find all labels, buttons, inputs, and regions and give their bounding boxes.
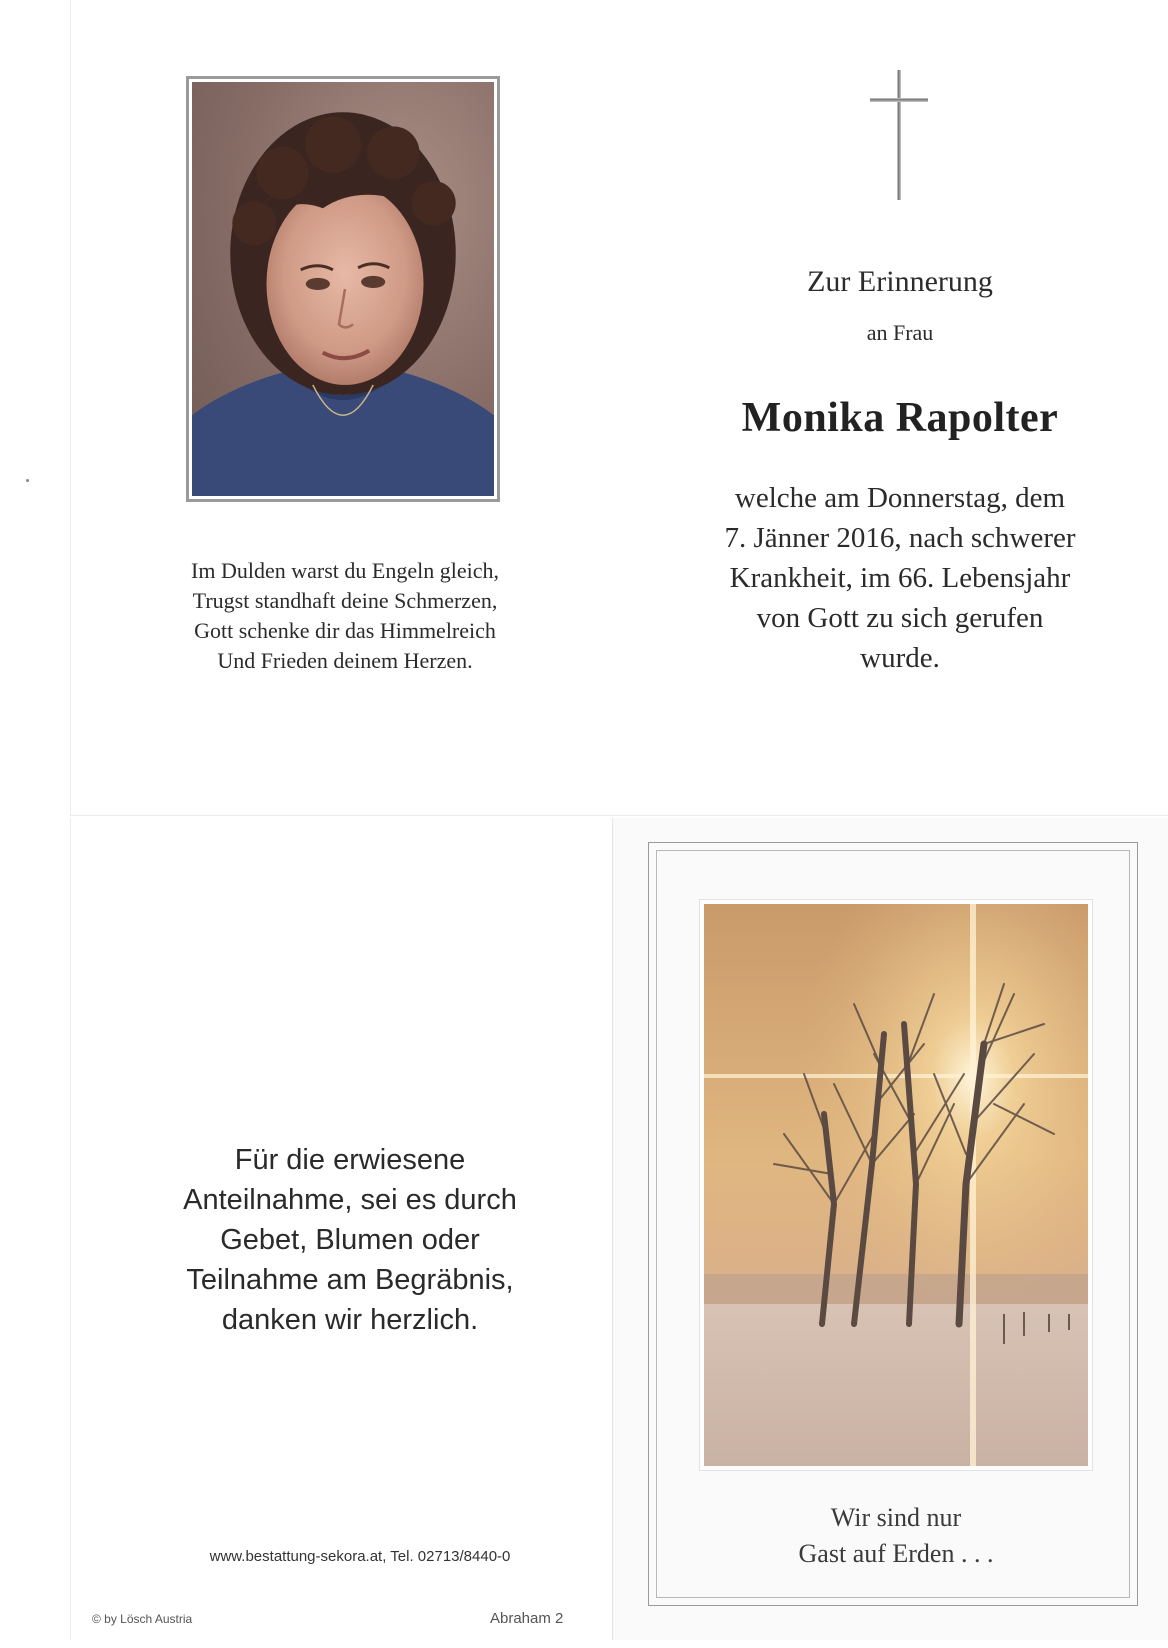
verse-line: Gast auf Erden . . . — [798, 1539, 994, 1568]
remembrance-heading: Zur Erinnerung — [807, 265, 993, 298]
announcement-line: 7. Jänner 2016, nach schwerer — [724, 522, 1076, 554]
cross-icon — [864, 70, 934, 200]
scan-speck — [26, 479, 29, 482]
announcement-line: welche am Donnerstag, dem — [734, 482, 1066, 514]
verse-line: Wir sind nur — [830, 1503, 962, 1532]
remembrance-subheading: an Frau — [866, 320, 934, 345]
thanks-line: Für die erwiesene — [234, 1144, 466, 1176]
thanks-line: Teilnahme am Begräbnis, — [186, 1264, 514, 1296]
landscape-illustration — [704, 904, 1088, 1466]
portrait-frame — [186, 76, 500, 502]
announcement-line: Krankheit, im 66. Lebensjahr — [729, 562, 1071, 594]
announcement-line: von Gott zu sich gerufen — [756, 602, 1044, 634]
poem-line: Und Frieden deinem Herzen. — [217, 648, 473, 673]
thanks-line: Anteilnahme, sei es durch — [183, 1184, 517, 1216]
death-announcement — [660, 478, 1140, 678]
thanks-line: danken wir herzlich. — [221, 1304, 479, 1336]
winter-sunrise-image — [700, 900, 1092, 1470]
portrait-illustration — [192, 82, 494, 496]
card-model-label: Abraham 2 — [490, 1610, 564, 1627]
memorial-poem — [150, 556, 540, 676]
poem-line: Im Dulden warst du Engeln gleich, — [191, 558, 499, 583]
announcement-line: wurde. — [860, 642, 940, 674]
poem-line: Gott schenke dir das Himmelreich — [194, 618, 496, 643]
poem-line: Trugst standhaft deine Schmerzen, — [192, 588, 498, 613]
cover-verse — [700, 1500, 1092, 1572]
thank-you-text — [130, 1140, 570, 1340]
thanks-line: Gebet, Blumen oder — [220, 1224, 480, 1256]
portrait-photo — [192, 82, 494, 496]
funeral-home-contact: www.bestattung-sekora.at, Tel. 02713/8440-0 — [209, 1548, 511, 1565]
deceased-name: Monika Rapolter — [741, 395, 1059, 441]
copyright-notice: © by Lösch Austria — [92, 1612, 193, 1626]
